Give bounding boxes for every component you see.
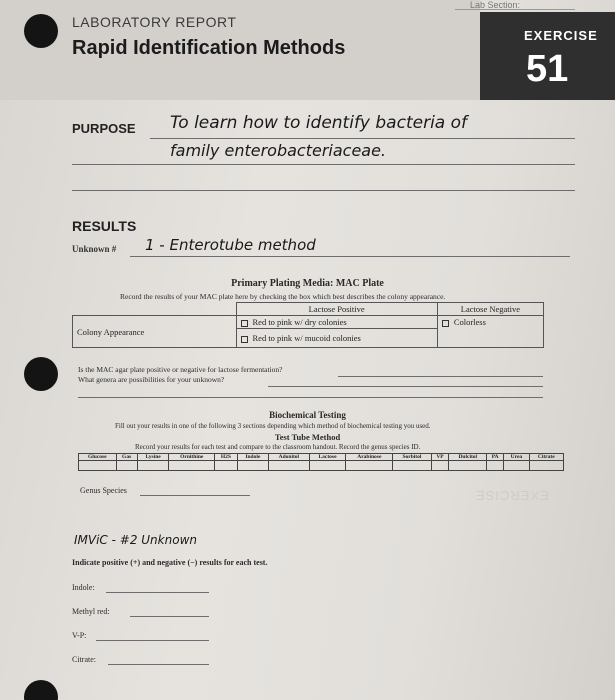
mac-title: Primary Plating Media: MAC Plate	[231, 278, 384, 289]
answer-rule	[268, 386, 543, 387]
purpose-rule	[72, 164, 575, 165]
methyl-red-input[interactable]	[130, 616, 209, 617]
vp-label: V-P:	[72, 631, 87, 640]
lactose-negative-header: Lactose Negative	[437, 303, 543, 316]
page-title: Rapid Identification Methods	[72, 37, 346, 59]
exercise-number: 51	[526, 48, 569, 90]
biochem-title: Biochemical Testing	[269, 410, 346, 420]
genera-question: What genera are possibilities for your unknown?	[78, 375, 225, 384]
mac-instruction: Record the results of your MAC plate here by checking the box which best describes the colony appearance.	[120, 292, 446, 301]
results-heading: RESULTS	[72, 218, 137, 234]
biochem-result-cell[interactable]	[449, 461, 487, 471]
biochem-column-header: Lactose	[309, 454, 346, 461]
citrate-label: Citrate:	[72, 655, 96, 664]
purpose-rule	[72, 190, 575, 191]
colorless-option[interactable]: Colorless	[437, 316, 543, 348]
biochem-result-cell[interactable]	[346, 461, 393, 471]
watermark-text: EXERCISE	[475, 488, 549, 503]
mucoid-colonies-option[interactable]: Red to pink w/ mucoid colonies	[236, 329, 437, 348]
test-tube-method: Test Tube Method	[274, 432, 341, 442]
table-row	[79, 454, 564, 461]
biochem-instruction: Fill out your results in one of the following 3 sections depending which method of biochemical testing you used.	[115, 422, 431, 430]
biochem-column-header: Gas	[116, 454, 137, 461]
dry-colonies-option[interactable]: Red to pink w/ dry colonies	[236, 316, 437, 329]
mac-table	[72, 302, 544, 348]
biochem-result-cell[interactable]	[487, 461, 504, 471]
biochem-result-cell[interactable]	[215, 461, 238, 471]
biochem-result-cell[interactable]	[237, 461, 268, 471]
purpose-rule	[150, 138, 575, 139]
genus-rule	[140, 495, 250, 496]
biochem-result-cell[interactable]	[431, 461, 449, 471]
checkbox-icon[interactable]	[442, 320, 449, 327]
imvic-instruction: Indicate positive (+) and negative (−) results for each test.	[72, 558, 268, 567]
biochem-column-header: Indole	[237, 454, 268, 461]
biochem-result-cell[interactable]	[393, 461, 431, 471]
table-row	[73, 303, 544, 316]
exercise-label: EXERCISE	[524, 28, 598, 43]
lab-report-label: LABORATORY REPORT	[72, 14, 237, 30]
unknown-value: 1 - Enterotube method	[145, 236, 316, 254]
biochem-result-cell[interactable]	[169, 461, 215, 471]
imvic-heading: IMViC - #2 Unknown	[74, 533, 197, 547]
biochem-result-cell[interactable]	[504, 461, 529, 471]
unknown-rule	[130, 256, 570, 257]
binder-hole-icon	[24, 14, 58, 48]
checkbox-icon[interactable]	[241, 336, 248, 343]
lab-section-line	[455, 9, 575, 10]
purpose-heading: PURPOSE	[72, 121, 136, 136]
lactose-question: Is the MAC agar plate positive or negative for lactose fermentation?	[78, 365, 283, 374]
biochem-table	[78, 453, 564, 471]
biochem-result-cell[interactable]	[309, 461, 346, 471]
biochem-column-header: Glucose	[79, 454, 117, 461]
biochem-column-header: Arabinose	[346, 454, 393, 461]
biochem-column-header: H2S	[215, 454, 238, 461]
biochem-result-cell[interactable]	[529, 461, 564, 471]
answer-rule	[78, 397, 543, 398]
biochem-column-header: Sorbitol	[393, 454, 431, 461]
citrate-input[interactable]	[108, 664, 209, 665]
biochem-result-cell[interactable]	[116, 461, 137, 471]
table-row	[79, 461, 564, 471]
purpose-line-2: family enterobacteriaceae.	[170, 141, 387, 160]
answer-rule	[338, 376, 543, 377]
biochem-column-header: Ornithine	[169, 454, 215, 461]
methyl-red-label: Methyl red:	[72, 607, 110, 616]
exercise-box	[480, 12, 615, 100]
biochem-column-header: Urea	[504, 454, 529, 461]
biochem-column-header: Dulcitol	[449, 454, 487, 461]
biochem-result-cell[interactable]	[137, 461, 169, 471]
biochem-column-header: Lysine	[137, 454, 169, 461]
genus-species-label: Genus Species	[80, 486, 127, 495]
biochem-result-cell[interactable]	[268, 461, 309, 471]
lab-section-label: Lab Section:	[470, 0, 521, 10]
checkbox-icon[interactable]	[241, 320, 248, 327]
lactose-positive-header: Lactose Positive	[236, 303, 437, 316]
biochem-column-header: Citrate	[529, 454, 564, 461]
biochem-column-header: VP	[431, 454, 449, 461]
biochem-result-cell[interactable]	[79, 461, 117, 471]
binder-hole-icon	[24, 357, 58, 391]
biochem-column-header: Adonitol	[268, 454, 309, 461]
colony-appearance-label: Colony Appearance	[73, 316, 237, 348]
indole-label: Indole:	[72, 583, 95, 592]
purpose-line-1: To learn how to identify bacteria of	[170, 113, 467, 133]
biochem-column-header: PA	[487, 454, 504, 461]
table-row	[73, 316, 544, 329]
record-instruction: Record your results for each test and compare to the classroom handout. Record the genus species ID.	[135, 443, 421, 451]
binder-hole-icon	[24, 680, 58, 700]
vp-input[interactable]	[96, 640, 209, 641]
indole-input[interactable]	[106, 592, 209, 593]
unknown-label: Unknown #	[72, 244, 117, 254]
